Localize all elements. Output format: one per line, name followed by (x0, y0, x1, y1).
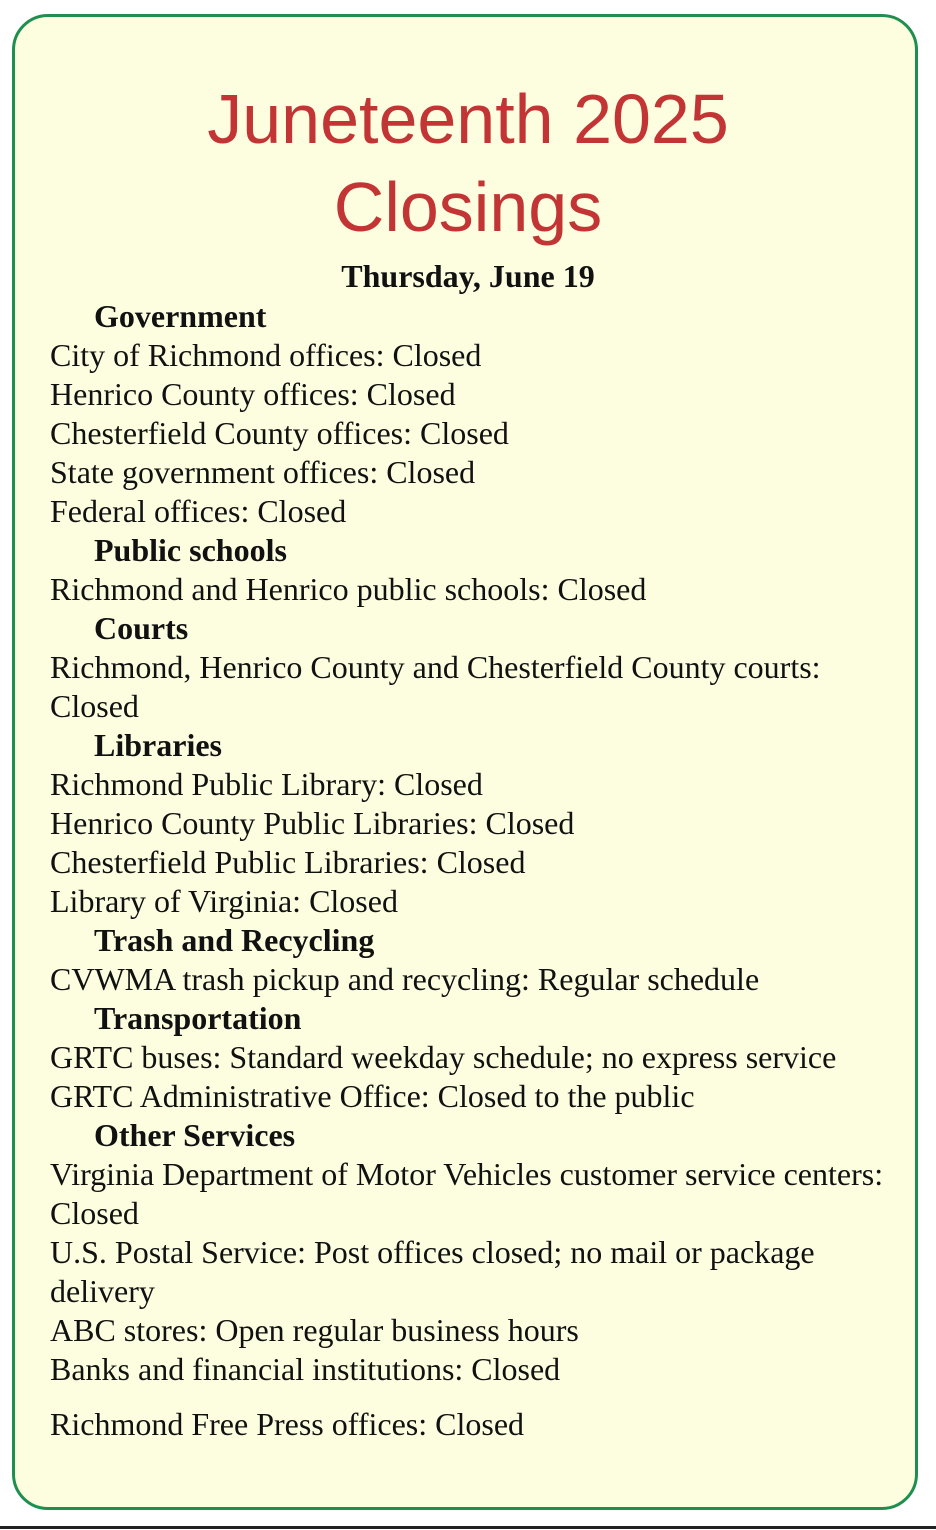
list-item: Richmond Public Library: Closed (50, 766, 483, 802)
list-item: CVWMA trash pickup and recycling: Regular schedule (50, 961, 760, 997)
title-line-2: Closings (333, 168, 603, 246)
section-heading-trash-recycling: Trash and Recycling (94, 922, 375, 958)
list-item: ABC stores: Open regular business hours (50, 1312, 579, 1348)
list-item: Banks and financial institutions: Closed (50, 1351, 561, 1387)
footer-item: Richmond Free Press offices: Closed (50, 1406, 525, 1442)
list-item: Federal offices: Closed (50, 493, 347, 529)
section-heading-public-schools: Public schools (94, 532, 287, 568)
list-item: U.S. Postal Service: Post offices closed; no mail or package delivery (50, 1234, 815, 1309)
section-heading-courts: Courts (94, 610, 189, 646)
bottom-rule (0, 1526, 936, 1529)
list-item: Chesterfield Public Libraries: Closed (50, 844, 526, 880)
title-line-1: Juneteenth 2025 (207, 80, 729, 158)
page-title (15, 75, 921, 251)
list-item: GRTC buses: Standard weekday schedule; no express service (50, 1039, 837, 1075)
list-item: Henrico County offices: Closed (50, 376, 456, 412)
list-item: City of Richmond offices: Closed (50, 337, 482, 373)
section-heading-government: Government (94, 298, 267, 334)
list-item: Henrico County Public Libraries: Closed (50, 805, 575, 841)
list-item: Richmond and Henrico public schools: Closed (50, 571, 647, 607)
list-item: Library of Virginia: Closed (50, 883, 398, 919)
list-item: Richmond, Henrico County and Chesterfield County courts: Closed (50, 649, 821, 724)
section-heading-other-services: Other Services (94, 1117, 296, 1153)
list-item: GRTC Administrative Office: Closed to the public (50, 1078, 695, 1114)
list-item: Chesterfield County offices: Closed (50, 415, 509, 451)
closings-card (12, 14, 918, 1510)
section-heading-libraries: Libraries (94, 727, 222, 763)
closings-list (50, 297, 900, 1444)
section-heading-transportation: Transportation (94, 1000, 302, 1036)
list-item: Virginia Department of Motor Vehicles customer service centers: Closed (50, 1156, 884, 1231)
date-subtitle: Thursday, June 19 (341, 258, 595, 294)
list-item: State government offices: Closed (50, 454, 476, 490)
